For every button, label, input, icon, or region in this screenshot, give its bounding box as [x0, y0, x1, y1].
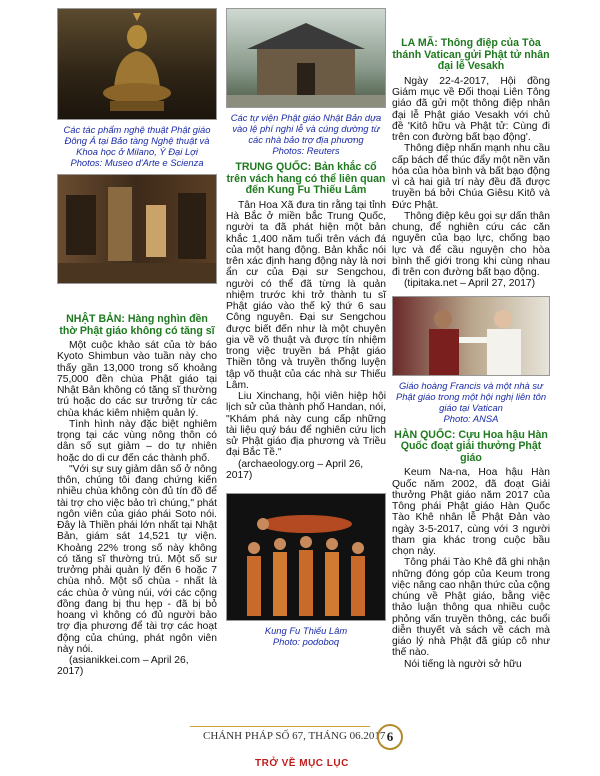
headline-korea: HÀN QUỐC: Cựu Hoa hậu Hàn Quốc đoạt giải thưởng Phật giáo [394, 428, 548, 464]
paragraph: Tân Hoa Xã đưa tin rằng tại tỉnh Hà Bắc ở miền bắc Trung Quốc, người ta đã phát hiện một bản khắc 1,400 năm tuổi trên vách đá của một hang động. Bản khắc nói trên xác định hang động này là nơi ẩn cư của Đại sư Sengchou, người có thể đã từng là quản nhiệm trước khi trở thành tu sĩ Phật giáo vào thế kỷ thứ 6 sau Công nguyên. Đại sư Sengchou được biết đến như là một chuyên gia về võ thuật và được tín nhiệm trong việc truyền bá Phật giáo Thiền tông và truyền thống luyện tập võ thuật của các nhà sư Thiếu Lâm. [226, 199, 386, 391]
kungfu-photo [226, 493, 386, 621]
caption-museum-art [57, 124, 217, 168]
headline-japan: NHẬT BẢN: Hàng nghìn đền thờ Phật giáo không có tăng sĩ [59, 313, 215, 337]
column-1 [57, 8, 217, 678]
caption-text: Giáo hoàng Francis và một nhà sư Phật giáo trong một hội nghị liên tôn giáo tại Vatican [395, 379, 547, 413]
buddha-statue-photo [57, 8, 217, 120]
paragraph: Ngày 22-4-2017, Hội đồng Giám mục về Đối thoại Liên Tông giáo đã gửi một thông điệp nhân đại lễ Phật giáo Vesakh với chủ đề 'Kitô hữu và Phật tử: Cùng đi trên con đường bất bạo động'. [392, 75, 550, 144]
paragraph: Keum Na-na, Hoa hậu Hàn Quốc năm 2002, đã đoạt Giải thưởng Phật giáo năm 2017 của Tông phái Phật giáo Hàn Quốc Tào Khê nhân lễ Phật Đản vào ngày 3-5-2017, cùng với 3 người tham gia khác trong cuộc bầu chọn này. [392, 467, 550, 558]
pope-monk-photo [392, 296, 550, 376]
photo-credit: Photo: podoboq [272, 636, 340, 648]
museum-gallery-photo [57, 174, 217, 284]
column-3 [392, 8, 550, 670]
issue-label: CHÁNH PHÁP SỐ 67, THÁNG 06.2017 [203, 730, 386, 742]
source-citation: (archaeology.org – April 26, 2017) [226, 458, 364, 481]
headline-china: TRUNG QUỐC: Bản khắc cổ trên vách hang có thể liên quan đến Kung Fu Thiếu Lâm [226, 161, 386, 197]
temple-photo [226, 8, 386, 108]
photo-credit: Photos: Reuters [272, 145, 340, 156]
caption-text: Kung Fu Thiếu Lâm [264, 625, 348, 637]
caption-kungfu [226, 625, 386, 647]
source-citation: (asianikkei.com – April 26, 2017) [57, 655, 189, 678]
caption-vatican [392, 380, 550, 424]
page-footer [0, 716, 600, 776]
paragraph: Thông điệp kêu gọi sự dấn thân chung, để nghiên cứu các căn nguyên của bạo lực, chống bạo lực và để cầu nguyện cho hòa bình thế giới trong khi cùng nhau đi trên con đường bất bạo động. [392, 210, 550, 279]
paragraph: Thông điệp nhấn mạnh nhu cầu cấp bách để thúc đẩy một nền văn hóa của hòa bình và bất bạo động vì cả hai giả trí này đều đã được truyền bá bởi Chúa Giêsu Kitô và Đức Phật. [392, 143, 550, 211]
paragraph: Một cuộc khảo sát của tờ báo Kyoto Shimbun vào tuần này cho thấy gần 13,000 trong số khoảng 75,000 đền chùa Phật giáo tại Nhật Bản không có tăng sĩ thường trú hoặc do các sư trưởng từ các chùa khác kiêm nhiệm quản lý. [57, 340, 217, 419]
caption-text: Các tác phẩm nghệ thuật Phật giáo Đông Á tại Bảo tàng Nghệ thuật và Khoa học ở Milano, Ý Đại Lợi [63, 124, 211, 157]
paragraph: Nói tiếng là người sở hữu [404, 658, 522, 670]
paragraph: Tình hình này đặc biệt nghiêm trọng tại các vùng nông thôn có dân số sụt giảm – do tự nhiên hoặc do di cư đến các thành phố. [57, 418, 217, 464]
caption-text: Các tự viện Phật giáo Nhật Bản dựa vào lệ phí nghi lễ và cúng dường từ các nhà bảo trợ địa phương [230, 112, 382, 145]
source-citation: (tipitaka.net – April 27, 2017) [404, 278, 536, 290]
photo-credit: Photo: ANSA [443, 412, 499, 424]
paragraph: Liu Xinchang, hội viên hiệp hội lịch sử của thành phố Handan, nói, "Khám phá này cung cấp những tài liệu quý báu để nghiên cứu lịch sử Phật giáo địa phương và Triều đại Bắc Tề." [226, 391, 386, 459]
page-number: 6 [377, 724, 403, 750]
back-to-contents-link[interactable]: TRỞ VỀ MỤC LỤC [255, 758, 349, 769]
headline-rome: LA MÃ: Thông điệp của Tòa thánh Vatican gửi Phật tử nhân đại lễ Vesakh [392, 37, 550, 73]
photo-credit: Photos: Museo d'Arte e Scienza [70, 157, 204, 168]
paragraph: "Với sự suy giảm dân số ở nông thôn, chúng tôi đang chứng kiến nhiều chùa không còn đủ tín đồ để tài trợ cho việc bảo trì chúng," phát ngôn viên của giáo phái Soto nói. Đây là Thiền phái lớn nhất tại Nhật Bản, giám sát 14,521 tự viện. Khoảng 22% trong số này không có tăng sĩ thường trú. Một số sư trưởng phải quản lý đến 6 hoặc 7 chùa nhỏ. Một số chùa - nhất là các chùa ở vùng núi, với các cộng đồng đang bị thu hẹp - đã bị bỏ hoang vì không có đủ người bảo trợ địa phương để tài trợ các hoạt động của chúng, phát ngôn viên này nói. [57, 463, 217, 655]
column-2 [226, 8, 386, 653]
footer-divider [190, 726, 370, 727]
caption-japan-temple [226, 112, 386, 156]
paragraph: Tông phái Tào Khê đã ghi nhận những đóng góp của Keum trong việc nâng cao nhận thức của cộng chúng về Phật giáo, bằng việc thảo luận thông qua nhiều cuộc phỏng vấn truyền thông, các buổi diễn thuyết và sách về cách mà giáo lý nhà Phật đã giúp cô như thế nào. [392, 557, 550, 659]
